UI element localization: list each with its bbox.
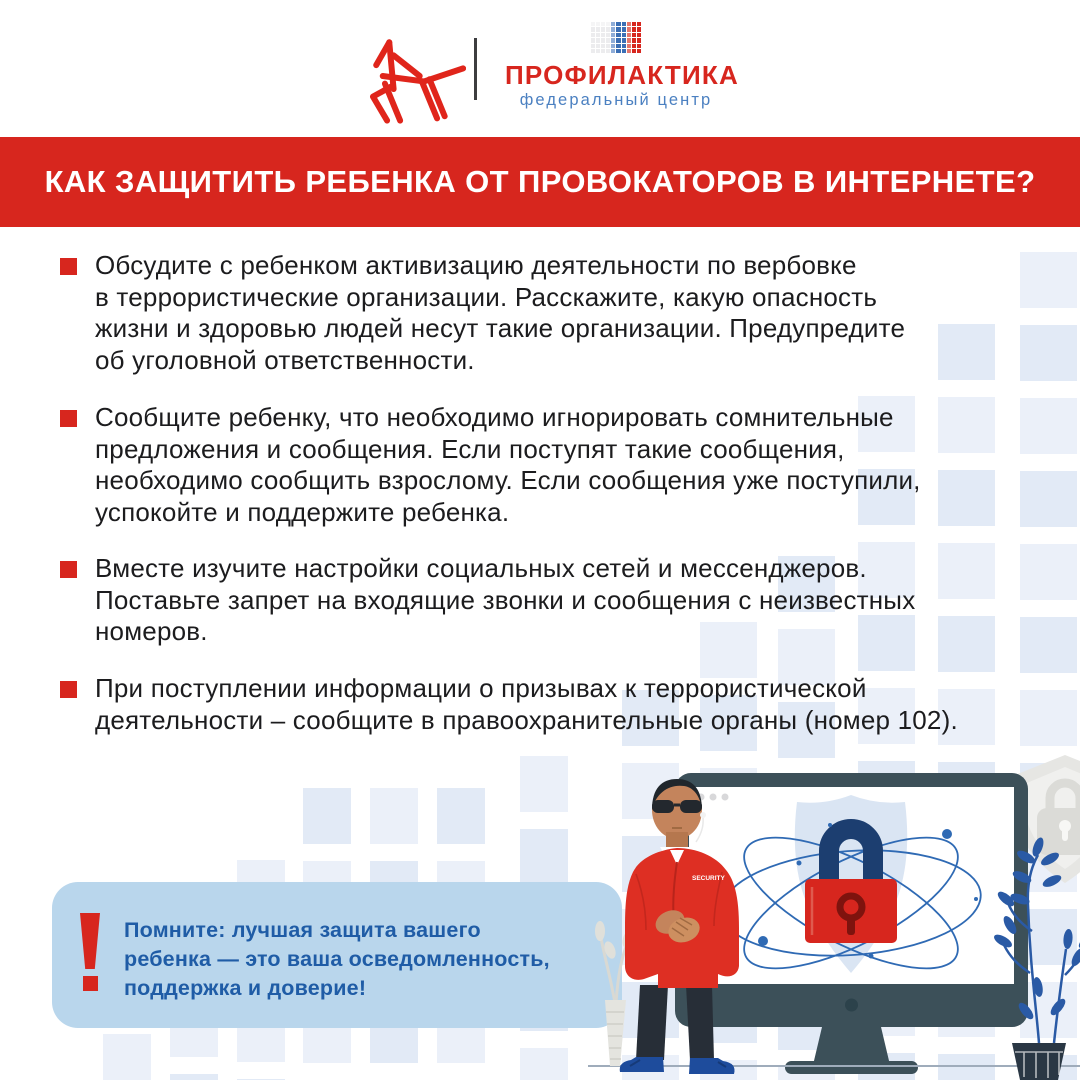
guard-left-leg: [636, 985, 668, 1060]
jacket-label: SECURITY: [692, 875, 725, 882]
logo-divider: [474, 38, 477, 100]
title-banner: [0, 137, 1080, 227]
bullet-square-icon: [60, 681, 77, 698]
bullet-square-icon: [60, 258, 77, 275]
monitor-stand: [813, 1027, 890, 1065]
bullet-text: Сообщите ребенку, что необходимо игнорировать сомнительные предложения и сообщения. Если поступят такие сообщения, необходимо сообщить взрослому. Если сообщения уже поступили, успокойте и поддержите ребенка.: [95, 402, 921, 527]
brand-block: [505, 22, 739, 110]
bullet-square-icon: [60, 561, 77, 578]
brand-left-animal-icon: [356, 26, 466, 126]
header: [0, 0, 1080, 137]
bullet-square-icon: [60, 410, 77, 427]
bullet-text: Вместе изучите настройки социальных сетей и мессенджеров. Поставьте запрет на входящие звонки и сообщения с неизвестных номеров.: [95, 553, 916, 646]
guard-left-shoe: [620, 1057, 664, 1072]
brand-grid-icon: [591, 22, 642, 53]
guard-right-shoe: [689, 1058, 735, 1074]
earpiece-icon: [700, 812, 706, 818]
bullet-text: При поступлении информации о призывах к террористической деятельности – сообщите в правоохранительные органы (номер 102).: [95, 673, 958, 735]
note-text: Помните: лучшая защита вашего ребенка — это ваша осведомленность, поддержка и доверие!: [124, 918, 550, 1000]
note-box: [52, 882, 622, 1028]
brand-subtitle: федеральный центр: [519, 91, 713, 110]
security-guard: [600, 770, 760, 1080]
brand-title: ПРОФИЛАКТИКА: [505, 60, 739, 91]
exclamation-icon: [80, 913, 100, 991]
bullet-item: [60, 673, 958, 736]
monitor-logo-dot: [845, 999, 858, 1012]
page-title: КАК ЗАЩИТИТЬ РЕБЕНКА ОТ ПРОВОКАТОРОВ В ИНТЕРНЕТЕ?: [44, 164, 1036, 199]
bullet-item: [60, 553, 915, 648]
bullet-item: [60, 250, 905, 376]
bullet-item: [60, 402, 921, 528]
guard-right-leg: [686, 985, 714, 1060]
bullet-text: Обсудите с ребенком активизацию деятельности по вербовке в террористические организации. Расскажите, какую опасность жизни и здоровью людей несут такие организации. Предупредите об уголовной ответственности.: [95, 250, 906, 375]
monitor-base: [785, 1061, 918, 1074]
